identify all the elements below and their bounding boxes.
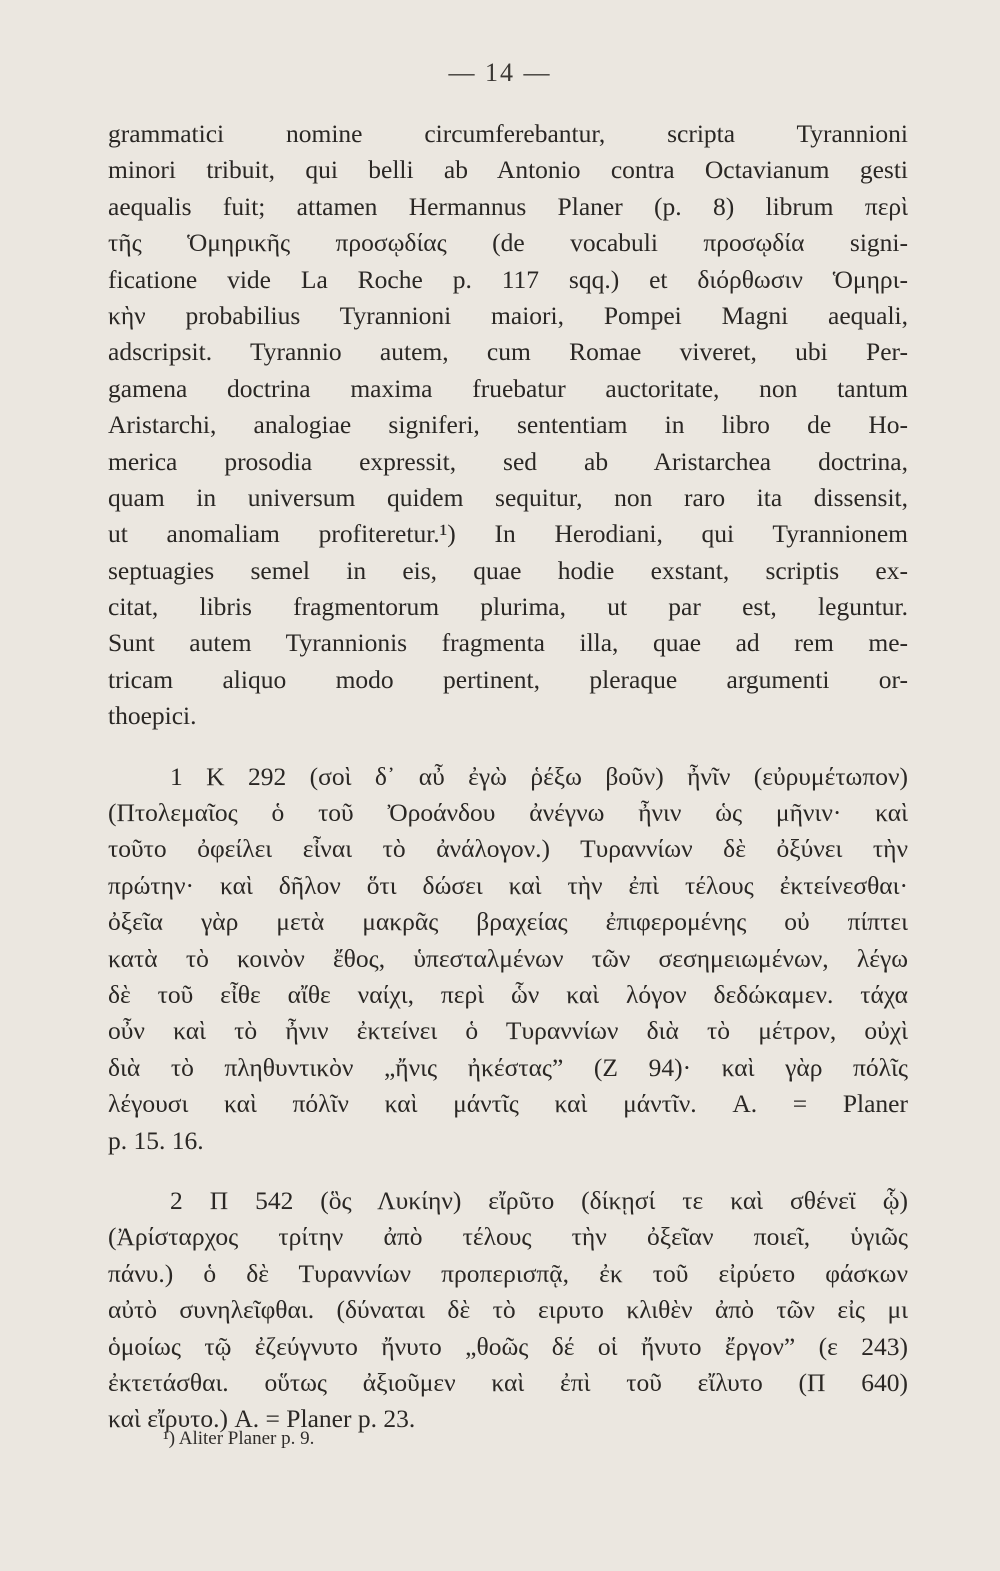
text-line: aequalis fuit; attamen Hermannus Planer (p. 8) librum περὶ bbox=[108, 191, 908, 221]
fragment-1 bbox=[108, 759, 908, 1159]
text-line: πάνυ.) ὁ δὲ Τυραννίων προπερισπᾷ, ἐκ τοῦ εἰρύετο φάσκων bbox=[108, 1258, 908, 1288]
text-line: (Πτολεμαῖος ὁ τοῦ Ὀροάνδου ἀνέγνω ἦνιν ὡς μῆνιν· καὶ bbox=[108, 798, 908, 828]
text-line: ficatione vide La Roche p. 117 sqq.) et διόρθωσιν Ὁμηρι- bbox=[108, 264, 908, 294]
text-line: οὖν καὶ τὸ ἦνιν ἐκτείνει ὁ Τυραννίων διὰ τὸ μέτρον, οὐχὶ bbox=[108, 1016, 908, 1046]
paragraph-intro bbox=[108, 116, 908, 735]
text-line: ἐκτετάσθαι. οὕτως ἀξιοῦμεν καὶ ἐπὶ τοῦ εἴλυτο (Π 640) bbox=[108, 1367, 908, 1397]
text-line: λέγουσι καὶ πόλῖν καὶ μάντῖς καὶ μάντῖν. A. = Planer bbox=[108, 1089, 908, 1119]
text-line: gamena doctrina maxima fruebatur auctoritate, non tantum bbox=[108, 373, 908, 403]
footnote: ¹) Aliter Planer p. 9. bbox=[163, 1428, 315, 1449]
page-number: — 14 — bbox=[448, 58, 552, 87]
text-line: αὐτὸ συνηλεῖφθαι. (δύναται δὲ τὸ ειρυτο κλιθὲν ἀπὸ τῶν εἰς μι bbox=[108, 1295, 908, 1325]
text-line: διὰ τὸ πληθυντικὸν „ἤνις ἠκέστας” (Ζ 94)· καὶ γὰρ πόλῖς bbox=[108, 1052, 908, 1082]
text-line: τοῦτο ὀφείλει εἶναι τὸ ἀνάλογον.) Τυραννίων δὲ ὀξύνει τὴν bbox=[108, 834, 908, 864]
text-line: adscripsit. Tyrannio autem, cum Romae viveret, ubi Per- bbox=[108, 337, 908, 367]
text-line: κατὰ τὸ κοινὸν ἔθος, ὑπεσταλμένων τῶν σεσημειωμένων, λέγω bbox=[108, 943, 908, 973]
text-line: quam in universum quidem sequitur, non raro ita dissensit, bbox=[108, 482, 908, 512]
text-line: ὁμοίως τῷ ἐζεύγνυτο ἤνυτο „θοῶς δέ οἱ ἤνυτο ἔργον” (ε 243) bbox=[108, 1331, 908, 1361]
text-line: merica prosodia expressit, sed ab Aristarchea doctrina, bbox=[108, 446, 908, 476]
text-line: Aristarchi, analogiae signiferi, sententiam in libro de Ho- bbox=[108, 410, 908, 440]
text-line: citat, libris fragmentorum plurima, ut par est, leguntur. bbox=[108, 592, 908, 622]
text-line: κὴν probabilius Tyrannioni maiori, Pompei Magni aequali, bbox=[108, 300, 908, 330]
text-line: grammatici nomine circumferebantur, scripta Tyrannioni bbox=[108, 119, 908, 148]
text-line: p. 15. 16. bbox=[108, 1125, 204, 1155]
text-line: ut anomaliam profiteretur.¹) In Herodiani, qui Tyrannionem bbox=[108, 519, 908, 549]
text-line: thoepici. bbox=[108, 701, 197, 731]
text-line: minori tribuit, qui belli ab Antonio contra Octavianum gesti bbox=[108, 155, 908, 185]
fragment-2 bbox=[108, 1183, 908, 1438]
text-line: καὶ εἴρυτο.) A. = Planer p. 23. bbox=[108, 1404, 416, 1434]
text-line: tricam aliquo modo pertinent, pleraque argumenti or- bbox=[108, 664, 908, 694]
text-line: 1 Κ 292 (σοὶ δ᾽ αὖ ἐγὼ ῥέξω βοῦν) ἦνῖν (εὐρυμέτωπον) bbox=[170, 761, 908, 791]
text-line: septuagies semel in eis, quae hodie exstant, scriptis ex- bbox=[108, 555, 908, 585]
text-line: τῆς Ὁμηρικῆς προσῳδίας (de vocabuli προσῳδία signi- bbox=[108, 228, 908, 258]
paragraph-gap bbox=[108, 735, 908, 759]
text-line: δὲ τοῦ εἶθε αἴθε ναίχι, περὶ ὧν καὶ λόγον δεδώκαμεν. τάχα bbox=[108, 979, 908, 1009]
body-text bbox=[108, 116, 908, 1438]
text-line: (Ἀρίσταρχος τρίτην ἀπὸ τέλους τὴν ὀξεῖαν ποιεῖ, ὑγιῶς bbox=[108, 1222, 908, 1252]
text-line: ὀξεῖα γὰρ μετὰ μακρᾶς βραχείας ἐπιφερομένης οὐ πίπτει bbox=[108, 907, 908, 937]
text-line: πρώτην· καὶ δῆλον ὅτι δώσει καὶ τὴν ἐπὶ τέλους ἐκτείνεσθαι· bbox=[108, 870, 908, 900]
paragraph-gap bbox=[108, 1159, 908, 1183]
text-line: Sunt autem Tyrannionis fragmenta illa, quae ad rem me- bbox=[108, 628, 908, 658]
text-line: 2 Π 542 (ὃς Λυκίην) εἴρῦτο (δίκῃσί τε καὶ σθένεϊ ᾧ) bbox=[170, 1185, 908, 1215]
